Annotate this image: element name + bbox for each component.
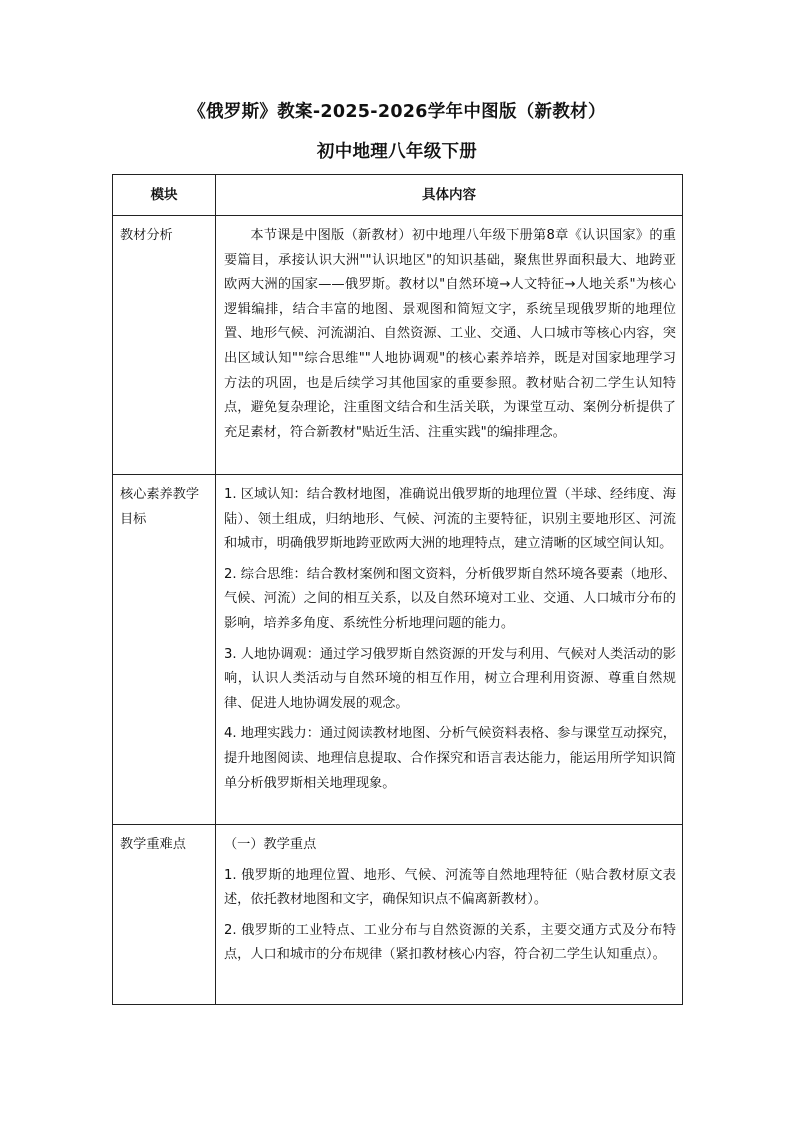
paragraph: 本节课是中图版（新教材）初中地理八年级下册第8章《认识国家》的重要篇目，承接认识大洲""认识地区"的知识基础，聚焦世界面积最大、地跨亚欧两大洲的国家——俄罗斯。教材以"自然环境→人文特征→人地关系"为核心逻辑编排，结合丰富的地图、景观图和简短文字，系统呈现俄罗斯的地理位置、地形气候、河流湖泊、自然资源、工业、交通、人口城市等核心内容，突出区域认知""综合思维""人地协调观"的核心素养培养，既是对国家地理学习方法的巩固，也是后续学习其他国家的重要参照。教材贴合初二学生认知特点，避免复杂理论，注重图文结合和生活关联，为课堂互动、案例分析提供了充足素材，符合新教材"贴近生活、注重实践"的编排理念。 [224, 228, 676, 440]
header-module: 模块 [113, 175, 216, 216]
paragraph: 2. 俄罗斯的工业特点、工业分布与自然资源的关系，主要交通方式及分布特点，人口和城市的分布规律（紧扣教材核心内容，符合初二学生认知重点）。 [224, 922, 676, 963]
table-header-row [113, 175, 683, 216]
paragraph: 3. 人地协调观：通过学习俄罗斯自然资源的开发与利用、气候对人类活动的影响，认识人类活动与自然环境的相互作用，树立合理利用资源、尊重自然规律、促进人地协调发展的观念。 [224, 646, 676, 711]
table-row-textbook-analysis [113, 216, 683, 475]
paragraph: 1. 俄罗斯的地理位置、地形、气候、河流等自然地理特征（贴合教材原文表述，依托教材地图和文字，确保知识点不偏离新教材）。 [224, 867, 676, 908]
document-subtitle: 初中地理八年级下册 [316, 142, 478, 162]
table-row-key-difficulties [113, 825, 683, 1005]
row-label: 教材分析 [113, 216, 216, 475]
document-title: 《俄罗斯》教案-2025-2026学年中图版（新教材） [188, 102, 606, 122]
paragraph: 2. 综合思维：结合教材案例和图文资料，分析俄罗斯自然环境各要素（地形、气候、河流）之间的相互关系，以及自然环境对工业、交通、人口城市分布的影响，培养多角度、系统性分析地理问题的能力。 [224, 566, 676, 631]
row-label: 核心素养教学目标 [113, 475, 216, 825]
row-content [216, 475, 683, 825]
lesson-plan-table [112, 174, 683, 1005]
row-content [216, 825, 683, 1005]
row-content [216, 216, 683, 475]
paragraph: （一）教学重点 [224, 837, 317, 852]
table-row-core-literacy-goals [113, 475, 683, 825]
paragraph: 1. 区域认知：结合教材地图，准确说出俄罗斯的地理位置（半球、经纬度、海陆）、领土组成，归纳地形、气候、河流的主要特征，识别主要地形区、河流和城市，明确俄罗斯地跨亚欧两大洲的地理特点，建立清晰的区域空间认知。 [224, 487, 676, 552]
row-label: 教学重难点 [113, 825, 216, 1005]
header-content: 具体内容 [216, 175, 683, 216]
paragraph: 4. 地理实践力：通过阅读教材地图、分析气候资料表格、参与课堂互动探究，提升地图阅读、地理信息提取、合作探究和语言表达能力，能运用所学知识简单分析俄罗斯相关地理现象。 [224, 726, 676, 791]
